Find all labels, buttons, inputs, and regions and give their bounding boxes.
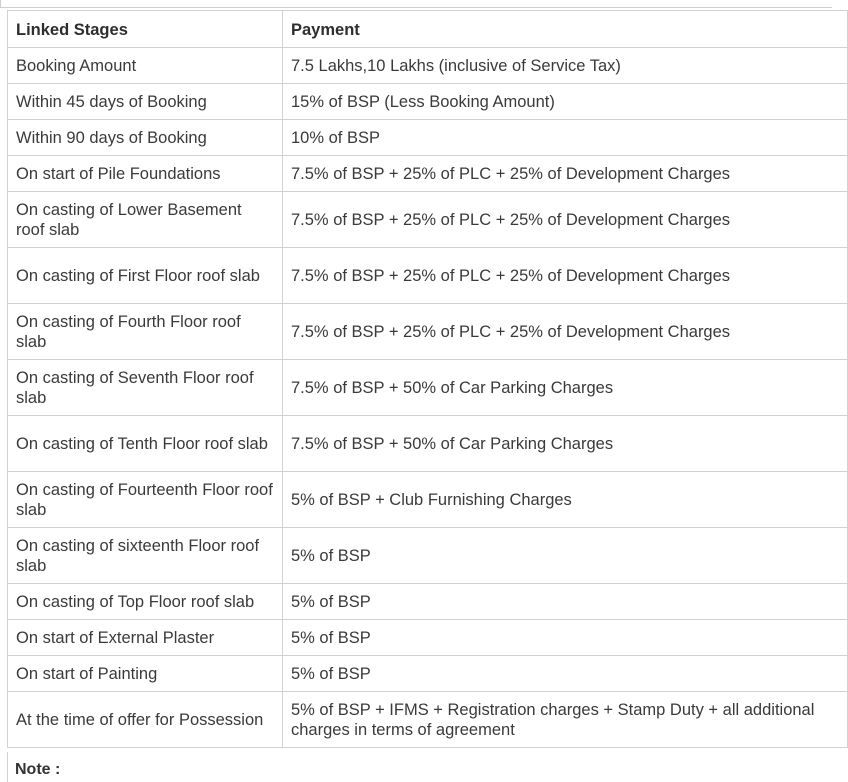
payment-cell: 7.5% of BSP + 25% of PLC + 25% of Development Charges	[283, 248, 848, 304]
header-payment: Payment	[283, 11, 848, 48]
stage-cell: On start of External Plaster	[8, 620, 283, 656]
stage-cell: Within 90 days of Booking	[8, 120, 283, 156]
table-row	[8, 620, 848, 656]
table-row	[8, 416, 848, 472]
stage-cell: On start of Pile Foundations	[8, 156, 283, 192]
table-row	[8, 584, 848, 620]
table-row	[8, 156, 848, 192]
stage-cell: On casting of Lower Basement roof slab	[8, 192, 283, 248]
table-row	[8, 248, 848, 304]
payment-cell: 7.5% of BSP + 25% of PLC + 25% of Development Charges	[283, 304, 848, 360]
payment-cell: 7.5% of BSP + 50% of Car Parking Charges	[283, 360, 848, 416]
table-header-row	[8, 11, 848, 48]
payment-cell: 5% of BSP + IFMS + Registration charges + Stamp Duty + all additional charges in terms of agreement	[283, 692, 848, 748]
stage-cell: On casting of sixteenth Floor roof slab	[8, 528, 283, 584]
table-row	[8, 692, 848, 748]
stage-cell: On casting of Tenth Floor roof slab	[8, 416, 283, 472]
stage-cell: On start of Painting	[8, 656, 283, 692]
table-row	[8, 656, 848, 692]
payment-schedule-table	[7, 10, 848, 748]
stage-cell: On casting of Fourteenth Floor roof slab	[8, 472, 283, 528]
stage-cell: Within 45 days of Booking	[8, 84, 283, 120]
note-section	[7, 752, 847, 782]
payment-cell: 5% of BSP	[283, 584, 848, 620]
top-heading-strip	[0, 0, 832, 8]
payment-cell: 5% of BSP	[283, 656, 848, 692]
stage-cell: At the time of offer for Possession	[8, 692, 283, 748]
payment-cell: 7.5% of BSP + 25% of PLC + 25% of Development Charges	[283, 156, 848, 192]
note-label: Note :	[15, 761, 61, 778]
table-row	[8, 528, 848, 584]
table-row	[8, 192, 848, 248]
stage-cell: On casting of First Floor roof slab	[8, 248, 283, 304]
stage-cell: On casting of Top Floor roof slab	[8, 584, 283, 620]
table-row	[8, 360, 848, 416]
payment-cell: 5% of BSP + Club Furnishing Charges	[283, 472, 848, 528]
stage-cell: On casting of Fourth Floor roof slab	[8, 304, 283, 360]
header-linked-stages: Linked Stages	[8, 11, 283, 48]
payment-cell: 7.5% of BSP + 25% of PLC + 25% of Development Charges	[283, 192, 848, 248]
payment-cell: 10% of BSP	[283, 120, 848, 156]
payment-cell: 5% of BSP	[283, 620, 848, 656]
payment-cell: 7.5 Lakhs,10 Lakhs (inclusive of Service Tax)	[283, 48, 848, 84]
table-row	[8, 84, 848, 120]
table-row	[8, 472, 848, 528]
table-row	[8, 48, 848, 84]
table-row	[8, 304, 848, 360]
stage-cell: Booking Amount	[8, 48, 283, 84]
table-row	[8, 120, 848, 156]
payment-cell: 7.5% of BSP + 50% of Car Parking Charges	[283, 416, 848, 472]
stage-cell: On casting of Seventh Floor roof slab	[8, 360, 283, 416]
payment-cell: 5% of BSP	[283, 528, 848, 584]
payment-cell: 15% of BSP (Less Booking Amount)	[283, 84, 848, 120]
